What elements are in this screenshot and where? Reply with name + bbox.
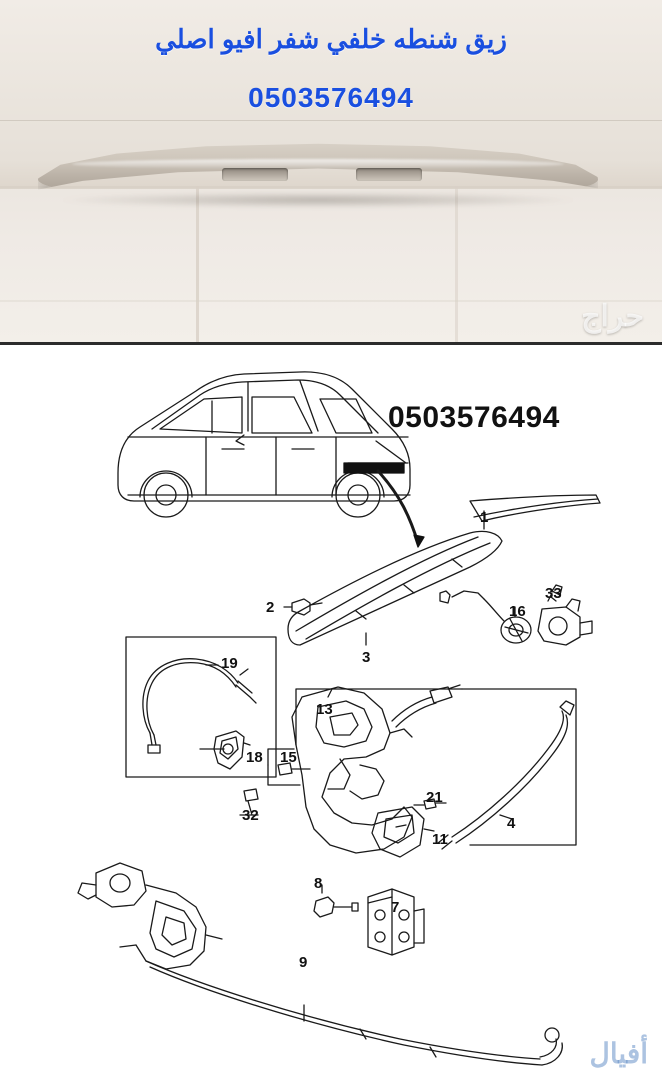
product-photo xyxy=(0,0,662,342)
trunk-trim-part xyxy=(38,140,598,202)
diagram-phone-number: 0503576494 xyxy=(388,401,560,434)
callout-3: 3 xyxy=(362,649,371,666)
photo-title-text: زيق شنطه خلفي شفر افيو اصلي xyxy=(155,24,507,54)
floor-grout-vertical-left xyxy=(196,186,199,342)
callout-2: 2 xyxy=(266,599,275,616)
callout-19: 19 xyxy=(221,655,238,672)
callout-16: 16 xyxy=(509,603,526,620)
callout-21: 21 xyxy=(426,789,443,806)
callout-32: 32 xyxy=(242,807,259,824)
callout-15: 15 xyxy=(280,749,297,766)
floor-grout-horizontal-lower xyxy=(0,300,662,302)
callout-9: 9 xyxy=(299,954,308,971)
callout-8: 8 xyxy=(314,875,323,892)
callout-7: 7 xyxy=(391,899,400,916)
wall-seam-line xyxy=(0,120,662,121)
part-shadow xyxy=(56,192,580,208)
callout-11: 11 xyxy=(432,831,448,848)
callout-33: 33 xyxy=(545,585,562,602)
part-light-slot-left xyxy=(222,168,288,181)
callout-13: 13 xyxy=(316,701,333,718)
afyal-watermark xyxy=(590,1037,649,1070)
part-highlight xyxy=(72,159,565,169)
haraj-watermark: حراج xyxy=(581,300,644,333)
part-light-slot-right xyxy=(356,168,422,181)
callout-4: 4 xyxy=(507,815,516,832)
callout-1: 1 xyxy=(480,509,489,526)
photo-phone-number: 0503576494 xyxy=(248,82,414,113)
floor-grout-vertical-right xyxy=(455,186,458,342)
callout-18: 18 xyxy=(246,749,263,766)
parts-diagram xyxy=(0,345,662,1080)
afyal-watermark-text: أفيال xyxy=(589,1038,648,1069)
